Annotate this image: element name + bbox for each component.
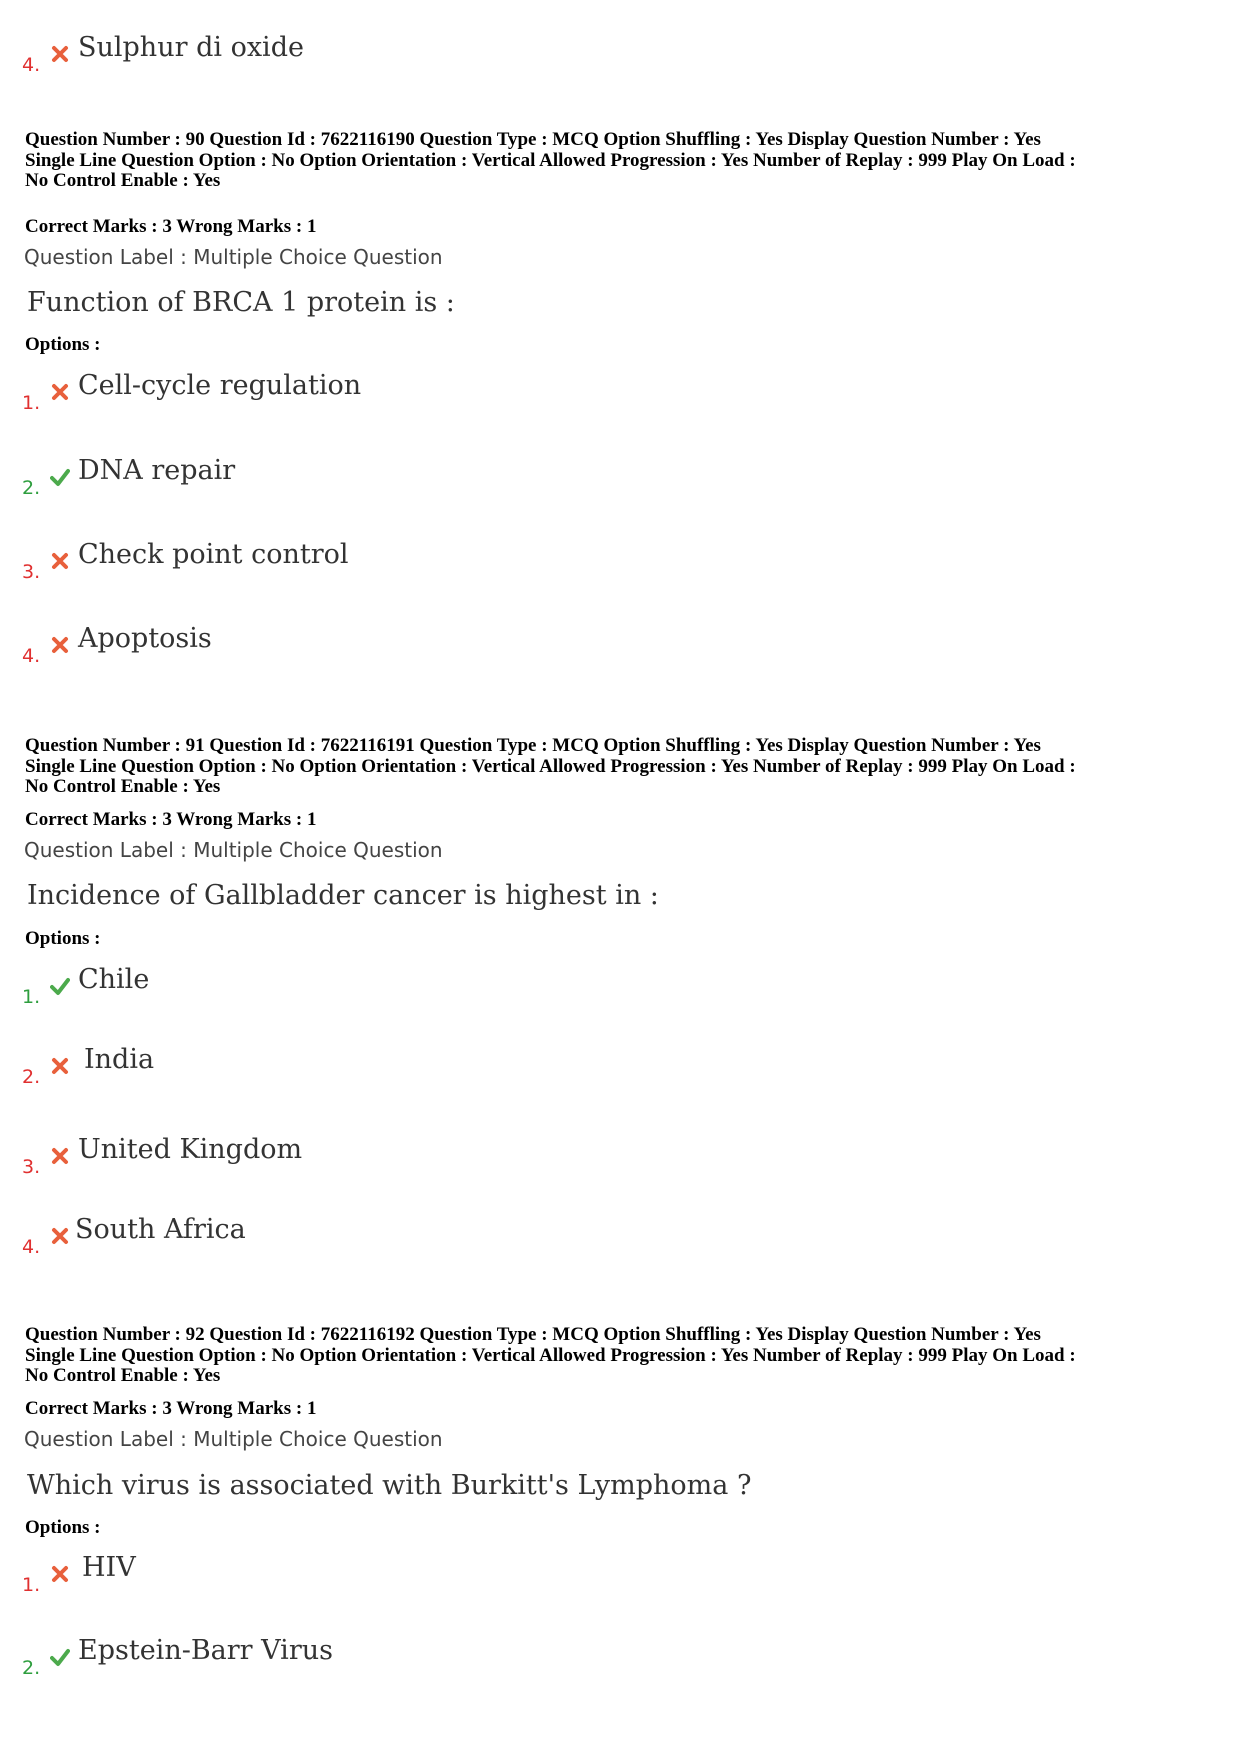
meta-line: No Control Enable : Yes	[25, 1365, 221, 1386]
question-text: Incidence of Gallbladder cancer is highest in :	[27, 880, 659, 911]
check-icon	[50, 1647, 70, 1667]
question-text: Function of BRCA 1 protein is :	[27, 287, 455, 318]
meta-line: Single Line Question Option : No Option Orientation : Vertical Allowed Progression : Yes Number of Replay : 999 Play On Load :	[25, 149, 1076, 171]
option-text: HIV	[82, 1552, 136, 1583]
meta-line: Question Number : 91 Question Id : 7622116191 Question Type : MCQ Option Shuffling : Yes Display Question Number : Yes	[25, 735, 1041, 756]
options-label: Options :	[25, 928, 101, 949]
option-text: Cell-cycle regulation	[78, 370, 362, 401]
option-text: India	[84, 1044, 155, 1075]
meta-line: Single Line Question Option : No Option Orientation : Vertical Allowed Progression : Yes Number of Replay : 999 Play On Load :	[25, 755, 1076, 777]
option-text: South Africa	[75, 1214, 246, 1245]
meta-line: No Control Enable : Yes	[25, 170, 221, 191]
cross-icon	[50, 382, 70, 402]
cross-icon	[50, 1146, 70, 1166]
option-text: Apoptosis	[78, 623, 212, 654]
option-number: 2.	[22, 477, 41, 499]
question-meta	[25, 736, 1225, 798]
option-text: Epstein-Barr Virus	[78, 1635, 333, 1666]
question-marks: Correct Marks : 3 Wrong Marks : 1	[25, 809, 317, 830]
question-label: Question Label : Multiple Choice Question	[24, 1427, 443, 1451]
question-text: Which virus is associated with Burkitt's Lymphoma ?	[27, 1470, 752, 1501]
meta-line: Question Number : 92 Question Id : 7622116192 Question Type : MCQ Option Shuffling : Yes Display Question Number : Yes	[25, 1324, 1041, 1345]
meta-line: Single Line Question Option : No Option Orientation : Vertical Allowed Progression : Yes Number of Replay : 999 Play On Load :	[25, 1344, 1076, 1366]
question-meta	[25, 1325, 1225, 1387]
question-marks: Correct Marks : 3 Wrong Marks : 1	[25, 1398, 317, 1419]
option-text: Chile	[78, 964, 150, 995]
question-label: Question Label : Multiple Choice Question	[24, 245, 443, 269]
check-icon	[50, 976, 70, 996]
question-meta	[25, 130, 1225, 192]
cross-icon	[50, 44, 70, 64]
question-marks: Correct Marks : 3 Wrong Marks : 1	[25, 216, 317, 237]
cross-icon	[50, 1564, 70, 1584]
cross-icon	[50, 1226, 70, 1246]
option-number: 3.	[22, 561, 41, 583]
cross-icon	[50, 1056, 70, 1076]
option-text: DNA repair	[78, 455, 236, 486]
option-text: United Kingdom	[78, 1134, 303, 1165]
cross-icon	[50, 551, 70, 571]
options-label: Options :	[25, 1517, 101, 1538]
option-number: 2.	[22, 1066, 41, 1088]
check-icon	[50, 467, 70, 487]
option-number: 4.	[22, 1236, 41, 1258]
option-number: 1.	[22, 392, 41, 414]
option-number: 1.	[22, 986, 41, 1008]
cross-icon	[50, 635, 70, 655]
option-number: 4.	[22, 54, 41, 76]
meta-line: Question Number : 90 Question Id : 7622116190 Question Type : MCQ Option Shuffling : Yes Display Question Number : Yes	[25, 129, 1041, 150]
option-number: 3.	[22, 1156, 41, 1178]
meta-line: No Control Enable : Yes	[25, 776, 221, 797]
option-text: Check point control	[78, 539, 349, 570]
option-number: 4.	[22, 645, 41, 667]
option-number: 2.	[22, 1657, 41, 1679]
option-number: 1.	[22, 1574, 41, 1596]
option-text: Sulphur di oxide	[78, 32, 304, 63]
options-label: Options :	[25, 334, 101, 355]
question-label: Question Label : Multiple Choice Question	[24, 838, 443, 862]
